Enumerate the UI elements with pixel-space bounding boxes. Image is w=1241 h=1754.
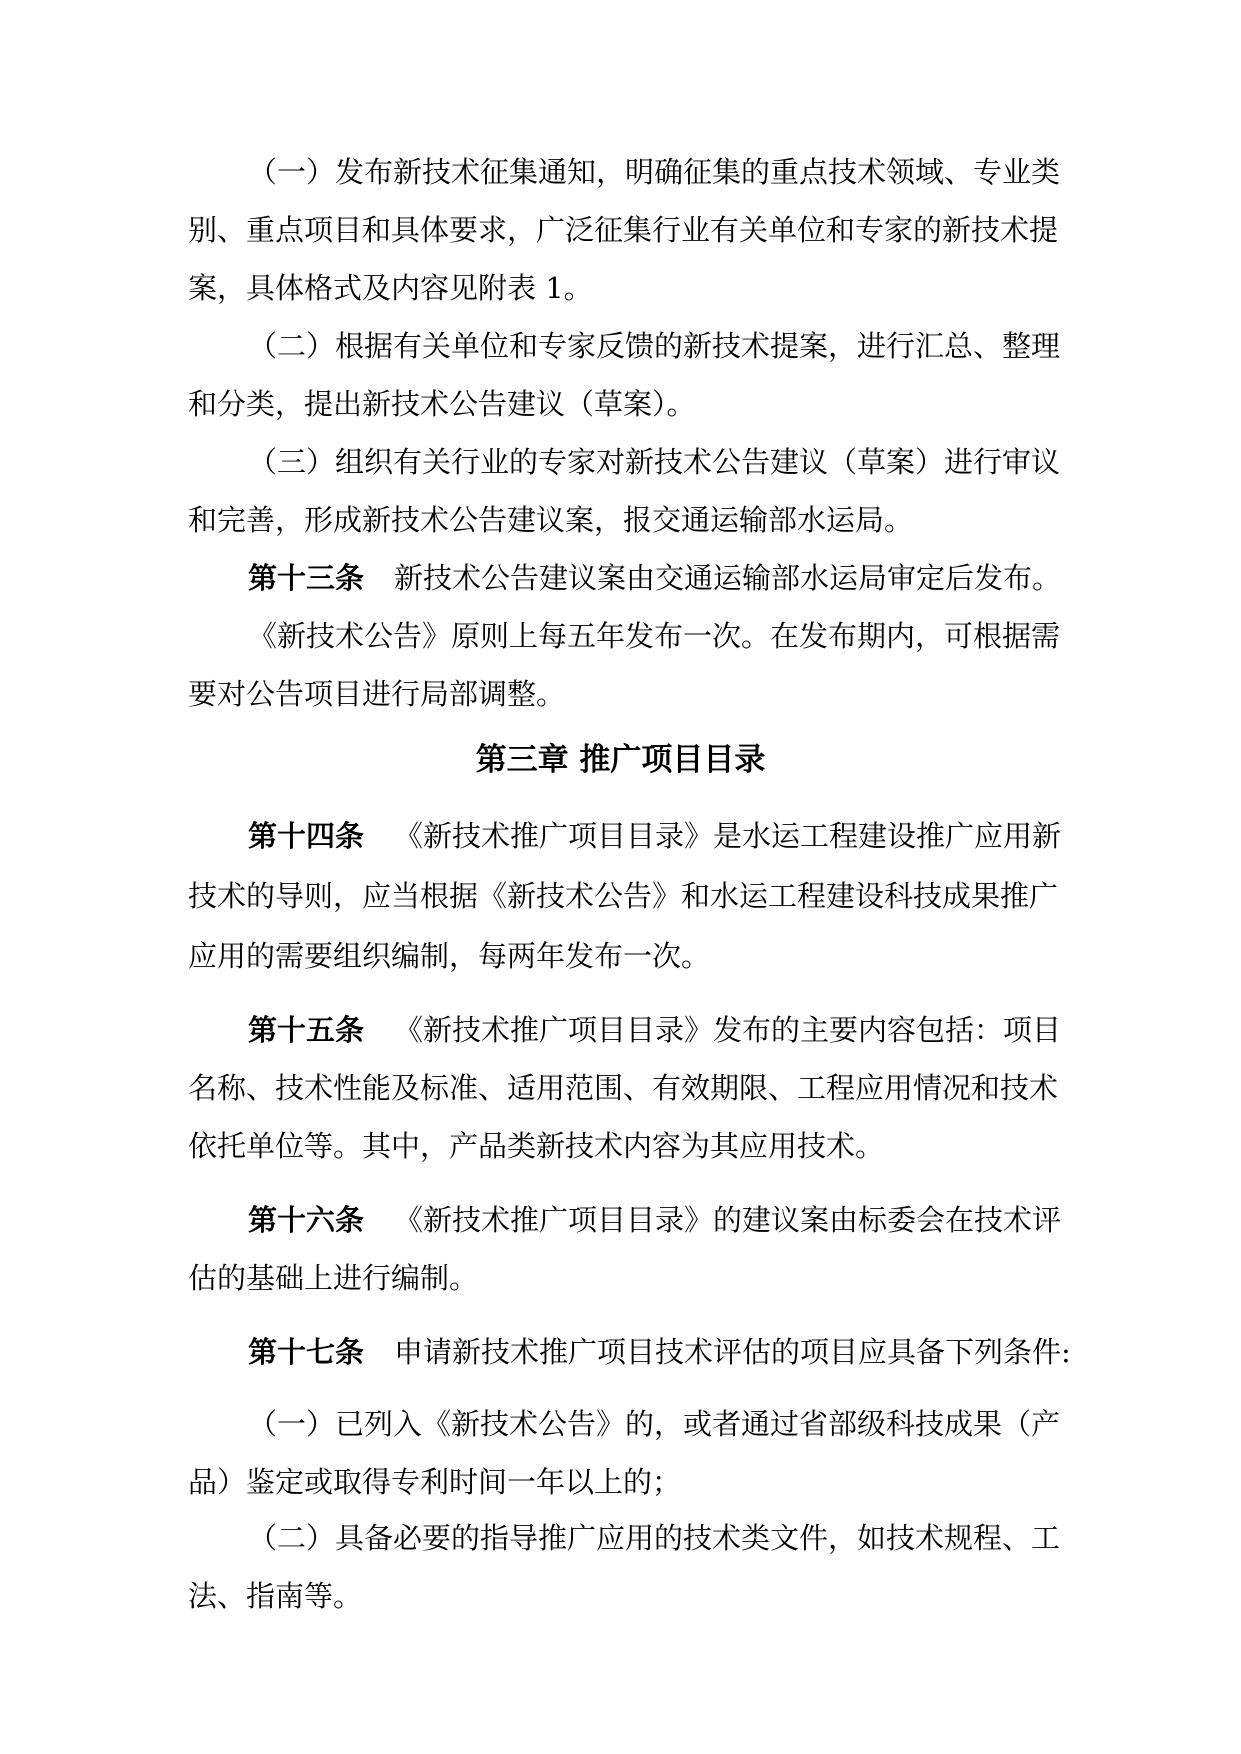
paragraph-line: 法、指南等。 [188,1579,363,1613]
article-15-line [248,1010,1061,1050]
paragraph-line: （三）组织有关行业的专家对新技术公告建议（草案）进行审议 [248,445,1061,479]
article-label: 第十五条 [248,1013,365,1047]
paragraph-line: （一）发布新技术征集通知，明确征集的重点技术领域、专业类 [248,155,1061,189]
article-text: 《新技术推广项目目录》是水运工程建设推广应用新 [394,819,1062,853]
article-label: 第十六条 [248,1203,365,1237]
paragraph-line: 技术的导则，应当根据《新技术公告》和水运工程建设科技成果推广 [188,879,1059,913]
paragraph-line: 估的基础上进行编制。 [188,1261,479,1295]
paragraph-line: （二）根据有关单位和专家反馈的新技术提案，进行汇总、整理 [248,329,1061,363]
paragraph-line: 和完善，形成新技术公告建议案，报交通运输部水运局。 [188,503,914,537]
paragraph-line: （一）已列入《新技术公告》的，或者通过省部级科技成果（产 [248,1407,1061,1441]
article-17-line [248,1332,1071,1372]
paragraph-line: 案，具体格式及内容见附表 1。 [188,271,593,305]
article-13-line [248,558,1061,598]
article-text: 申请新技术推广项目技术评估的项目应具备下列条件: [394,1335,1071,1369]
chapter-heading: 第三章 推广项目目录 [475,742,766,778]
article-label: 第十四条 [248,819,365,853]
article-16-line [248,1200,1061,1240]
article-text: 《新技术推广项目目录》发布的主要内容包括：项目 [394,1013,1062,1047]
article-label: 第十三条 [248,561,365,595]
article-text: 新技术公告建议案由交通运输部水运局审定后发布。 [394,561,1062,595]
article-text: 《新技术推广项目目录》的建议案由标委会在技术评 [394,1203,1062,1237]
paragraph-line: 依托单位等。其中，产品类新技术内容为其应用技术。 [188,1129,885,1163]
paragraph-line: 要对公告项目进行局部调整。 [188,677,566,711]
paragraph-line: 和分类，提出新技术公告建议（草案）。 [188,387,696,421]
paragraph-line: 《新技术公告》原则上每五年发布一次。在发布期内，可根据需 [248,619,1061,653]
paragraph-line: （二）具备必要的指导推广应用的技术类文件，如技术规程、工 [248,1521,1061,1555]
paragraph-line: 品）鉴定或取得专利时间一年以上的； [188,1465,682,1499]
paragraph-line: 应用的需要组织编制，每两年发布一次。 [188,939,711,973]
paragraph-line: 名称、技术性能及标准、适用范围、有效期限、工程应用情况和技术 [188,1071,1059,1105]
article-14-line [248,816,1061,856]
article-label: 第十七条 [248,1335,365,1369]
paragraph-line: 别、重点项目和具体要求，广泛征集行业有关单位和专家的新技术提 [188,213,1059,247]
